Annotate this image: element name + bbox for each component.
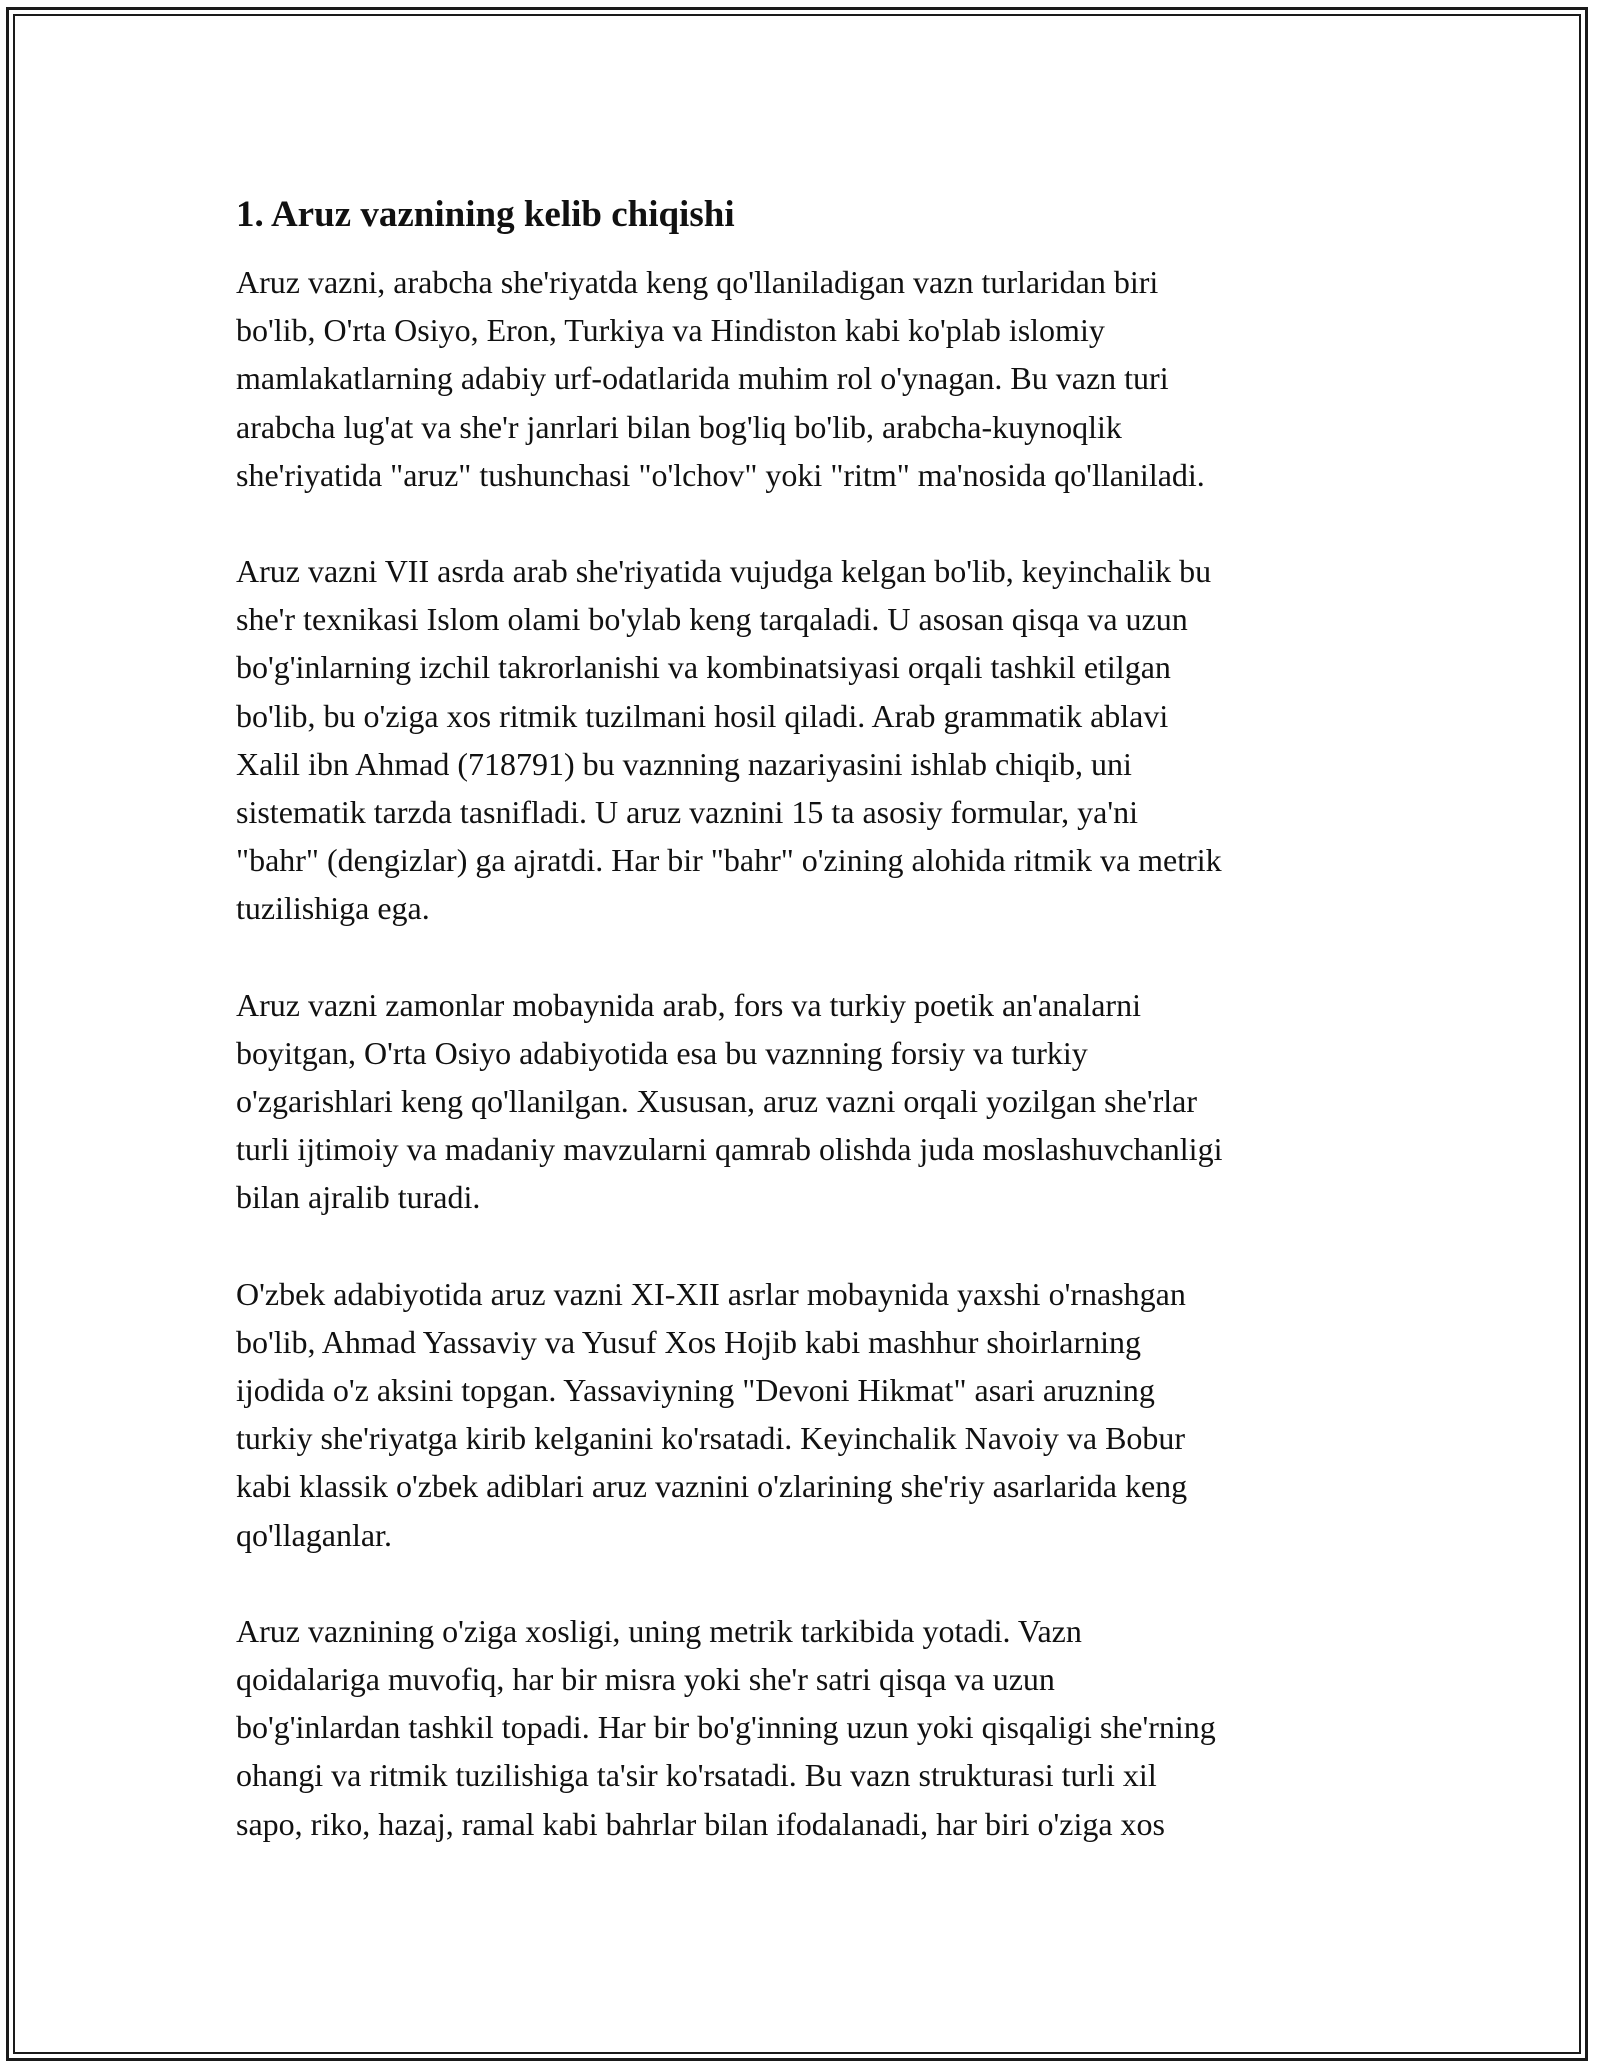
text-line: sapo, riko, hazaj, ramal kabi bahrlar bilan ifodalanadi, har biri o'ziga xos: [236, 1805, 1165, 1842]
text-line: she'riyatida "aruz" tushunchasi "o'lchov" yoki "ritm" ma'nosida qo'llaniladi.: [236, 456, 1205, 493]
text-line: Aruz vaznining o'ziga xosligi, uning metrik tarkibida yotadi. Vazn: [236, 1612, 1082, 1649]
text-line: ohangi va ritmik tuzilishiga ta'sir ko'rsatadi. Bu vazn strukturasi turli xil: [236, 1757, 1157, 1794]
paragraph: [236, 547, 1376, 933]
text-line: o'zgarishlari keng qo'llanilgan. Xususan, aruz vazni orqali yozilgan she'rlar: [236, 1083, 1197, 1120]
paragraph: [236, 258, 1376, 499]
text-line: qoidalariga muvofiq, har bir misra yoki she'r satri qisqa va uzun: [236, 1661, 1055, 1698]
text-line: bo'lib, bu o'ziga xos ritmik tuzilmani hosil qiladi. Arab grammatik ablavi: [236, 697, 1169, 734]
document-body: [236, 186, 1376, 1896]
text-line: "bahr" (dengizlar) ga ajratdi. Har bir "bahr" o'zining alohida ritmik va metrik: [236, 842, 1222, 879]
text-line: Aruz vazni, arabcha she'riyatda keng qo'llaniladigan vazn turlaridan biri: [236, 264, 1159, 300]
paragraph-list: [236, 258, 1376, 1848]
text-line: boyitgan, O'rta Osiyo adabiyotida esa bu vaznning forsiy va turkiy: [236, 1034, 1088, 1071]
text-line: Xalil ibn Ahmad (718791) bu vaznning nazariyasini ishlab chiqib, uni: [236, 745, 1132, 782]
text-line: Aruz vazni zamonlar mobaynida arab, fors va turkiy poetik an'analarni: [236, 986, 1141, 1023]
text-line: sistematik tarzda tasnifladi. U aruz vaznini 15 ta asosiy formular, ya'ni: [236, 794, 1138, 831]
text-line: qo'llaganlar.: [236, 1516, 392, 1553]
text-line: Aruz vazni VII asrda arab she'riyatida vujudga kelgan bo'lib, keyinchalik bu: [236, 553, 1212, 590]
text-line: tuzilishiga ega.: [236, 890, 430, 927]
text-line: turkiy she'riyatga kirib kelganini ko'rsatadi. Keyinchalik Navoiy va Bobur: [236, 1420, 1186, 1457]
text-line: bo'g'inlarning izchil takrorlanishi va kombinatsiyasi orqali tashkil etilgan: [236, 649, 1171, 686]
text-line: bo'lib, O'rta Osiyo, Eron, Turkiya va Hindiston kabi ko'plab islomiy: [236, 312, 1105, 349]
text-line: bo'g'inlardan tashkil topadi. Har bir bo'g'inning uzun yoki qisqaligi she'rning: [236, 1709, 1216, 1746]
text-line: mamlakatlarning adabiy urf-odatlarida muhim rol o'ynagan. Bu vazn turi: [236, 360, 1169, 397]
text-line: ijodida o'z aksini topgan. Yassaviyning "Devoni Hikmat" asari aruzning: [236, 1372, 1155, 1409]
text-line: bilan ajralib turadi.: [236, 1179, 481, 1216]
text-line: kabi klassik o'zbek adiblari aruz vaznini o'zlarining she'riy asarlarida keng: [236, 1468, 1188, 1505]
paragraph: [236, 1270, 1376, 1559]
text-line: turli ijtimoiy va madaniy mavzularni qamrab olishda juda moslashuvchanligi: [236, 1131, 1223, 1168]
text-line: arabcha lug'at va she'r janrlari bilan bog'liq bo'lib, arabcha-kuynoqlik: [236, 408, 1122, 445]
section-heading: 1. Aruz vaznining kelib chiqishi: [236, 194, 735, 235]
paragraph: [236, 1607, 1376, 1848]
paragraph: [236, 981, 1376, 1222]
text-line: bo'lib, Ahmad Yassaviy va Yusuf Xos Hojib kabi mashhur shoirlarning: [236, 1323, 1141, 1360]
text-line: she'r texnikasi Islom olami bo'ylab keng tarqaladi. U asosan qisqa va uzun: [236, 601, 1188, 638]
text-line: O'zbek adabiyotida aruz vazni XI-XII asrlar mobaynida yaxshi o'rnashgan: [236, 1275, 1186, 1312]
